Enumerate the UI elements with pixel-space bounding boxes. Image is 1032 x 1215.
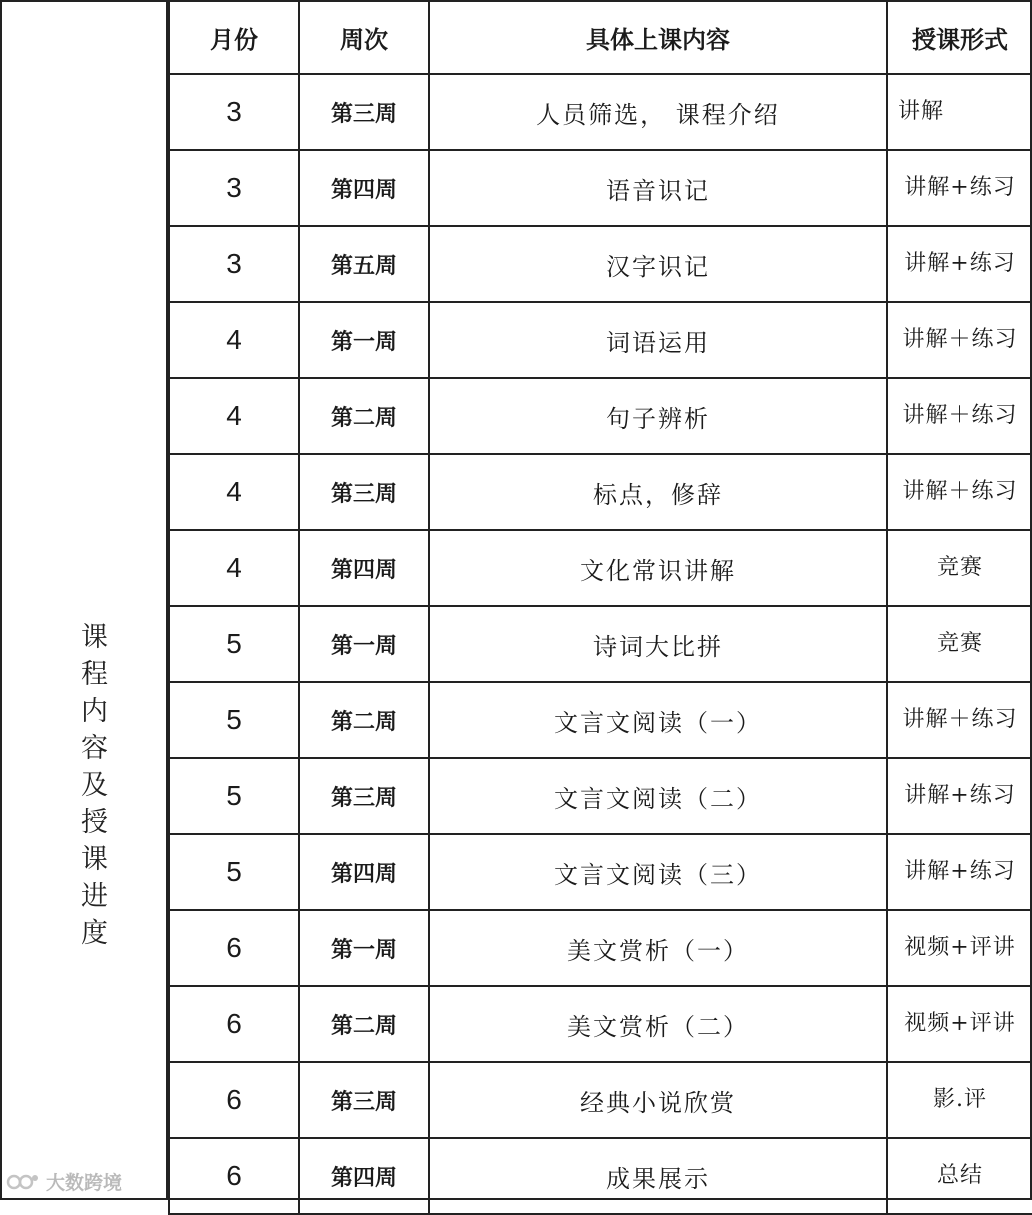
- side-label: 课程内容及授课进度: [76, 622, 107, 955]
- content-cell: 词语运用: [429, 302, 887, 378]
- table-row: [169, 150, 1032, 226]
- table-row: [169, 378, 1032, 454]
- header-content: 具体上课内容: [429, 1, 887, 74]
- form-cell: 讲解: [887, 74, 1032, 150]
- content-cell: 语音识记: [429, 150, 887, 226]
- content-cell: 诗词大比拼: [429, 606, 887, 682]
- form-cell: 竞赛: [887, 606, 1032, 682]
- table-row: [169, 834, 1032, 910]
- month-cell: 4: [169, 530, 299, 606]
- week-cell: 第一周: [299, 910, 429, 986]
- form-cell: 讲解＋练习: [887, 302, 1032, 378]
- week-cell: 第二周: [299, 378, 429, 454]
- week-cell: 第一周: [299, 606, 429, 682]
- content-cell: 文言文阅读（二）: [429, 758, 887, 834]
- month-cell: 6: [169, 1062, 299, 1138]
- month-cell: 6: [169, 986, 299, 1062]
- header-row: [169, 1, 1032, 74]
- schedule-table: [168, 0, 1032, 1215]
- table-row: [169, 226, 1032, 302]
- table-row: [169, 910, 1032, 986]
- week-cell: 第三周: [299, 758, 429, 834]
- month-cell: 5: [169, 834, 299, 910]
- watermark-text: 大数跨境: [46, 1172, 123, 1194]
- form-cell: 讲解＋练习: [887, 454, 1032, 530]
- watermark-logo-icon: [6, 1171, 40, 1193]
- content-cell: 人员筛选， 课程介绍: [429, 74, 887, 150]
- week-cell: 第一周: [299, 302, 429, 378]
- week-cell: 第三周: [299, 454, 429, 530]
- month-cell: 3: [169, 150, 299, 226]
- form-cell: 竞赛: [887, 530, 1032, 606]
- table-row: [169, 1062, 1032, 1138]
- table-row: [169, 530, 1032, 606]
- form-cell: 影.评: [887, 1062, 1032, 1138]
- month-cell: 4: [169, 302, 299, 378]
- table-row: [169, 454, 1032, 530]
- table-row: [169, 302, 1032, 378]
- month-cell: 4: [169, 454, 299, 530]
- table-row: [169, 1138, 1032, 1214]
- form-cell: 总结: [887, 1138, 1032, 1214]
- month-cell: 5: [169, 758, 299, 834]
- month-cell: 3: [169, 226, 299, 302]
- content-cell: 成果展示: [429, 1138, 887, 1214]
- form-cell: 讲解＋练习: [887, 682, 1032, 758]
- week-cell: 第四周: [299, 834, 429, 910]
- table-row: [169, 682, 1032, 758]
- week-cell: 第二周: [299, 682, 429, 758]
- form-cell: 讲解+练习: [887, 834, 1032, 910]
- content-cell: 句子辨析: [429, 378, 887, 454]
- week-cell: 第四周: [299, 530, 429, 606]
- content-cell: 经典小说欣赏: [429, 1062, 887, 1138]
- content-cell: 文言文阅读（一）: [429, 682, 887, 758]
- week-cell: 第四周: [299, 150, 429, 226]
- month-cell: 5: [169, 682, 299, 758]
- week-cell: 第三周: [299, 74, 429, 150]
- week-cell: 第四周: [299, 1138, 429, 1214]
- content-cell: 标点，修辞: [429, 454, 887, 530]
- month-cell: 6: [169, 1138, 299, 1214]
- month-cell: 4: [169, 378, 299, 454]
- content-cell: 美文赏析（二）: [429, 986, 887, 1062]
- content-cell: 美文赏析（一）: [429, 910, 887, 986]
- header-month: 月份: [169, 1, 299, 74]
- form-cell: 讲解+练习: [887, 150, 1032, 226]
- content-cell: 文言文阅读（三）: [429, 834, 887, 910]
- table-row: [169, 606, 1032, 682]
- week-cell: 第三周: [299, 1062, 429, 1138]
- header-week: 周次: [299, 1, 429, 74]
- month-cell: 6: [169, 910, 299, 986]
- header-form: 授课形式: [887, 1, 1032, 74]
- table-row: [169, 986, 1032, 1062]
- form-cell: 视频+评讲: [887, 986, 1032, 1062]
- side-label-column: [0, 0, 168, 1200]
- form-cell: 讲解+练习: [887, 226, 1032, 302]
- week-cell: 第五周: [299, 226, 429, 302]
- form-cell: 讲解+练习: [887, 758, 1032, 834]
- content-cell: 汉字识记: [429, 226, 887, 302]
- month-cell: 5: [169, 606, 299, 682]
- table-row: [169, 758, 1032, 834]
- month-cell: 3: [169, 74, 299, 150]
- table-row: [169, 74, 1032, 150]
- watermark: [6, 1168, 122, 1195]
- form-cell: 讲解＋练习: [887, 378, 1032, 454]
- week-cell: 第二周: [299, 986, 429, 1062]
- content-cell: 文化常识讲解: [429, 530, 887, 606]
- form-cell: 视频+评讲: [887, 910, 1032, 986]
